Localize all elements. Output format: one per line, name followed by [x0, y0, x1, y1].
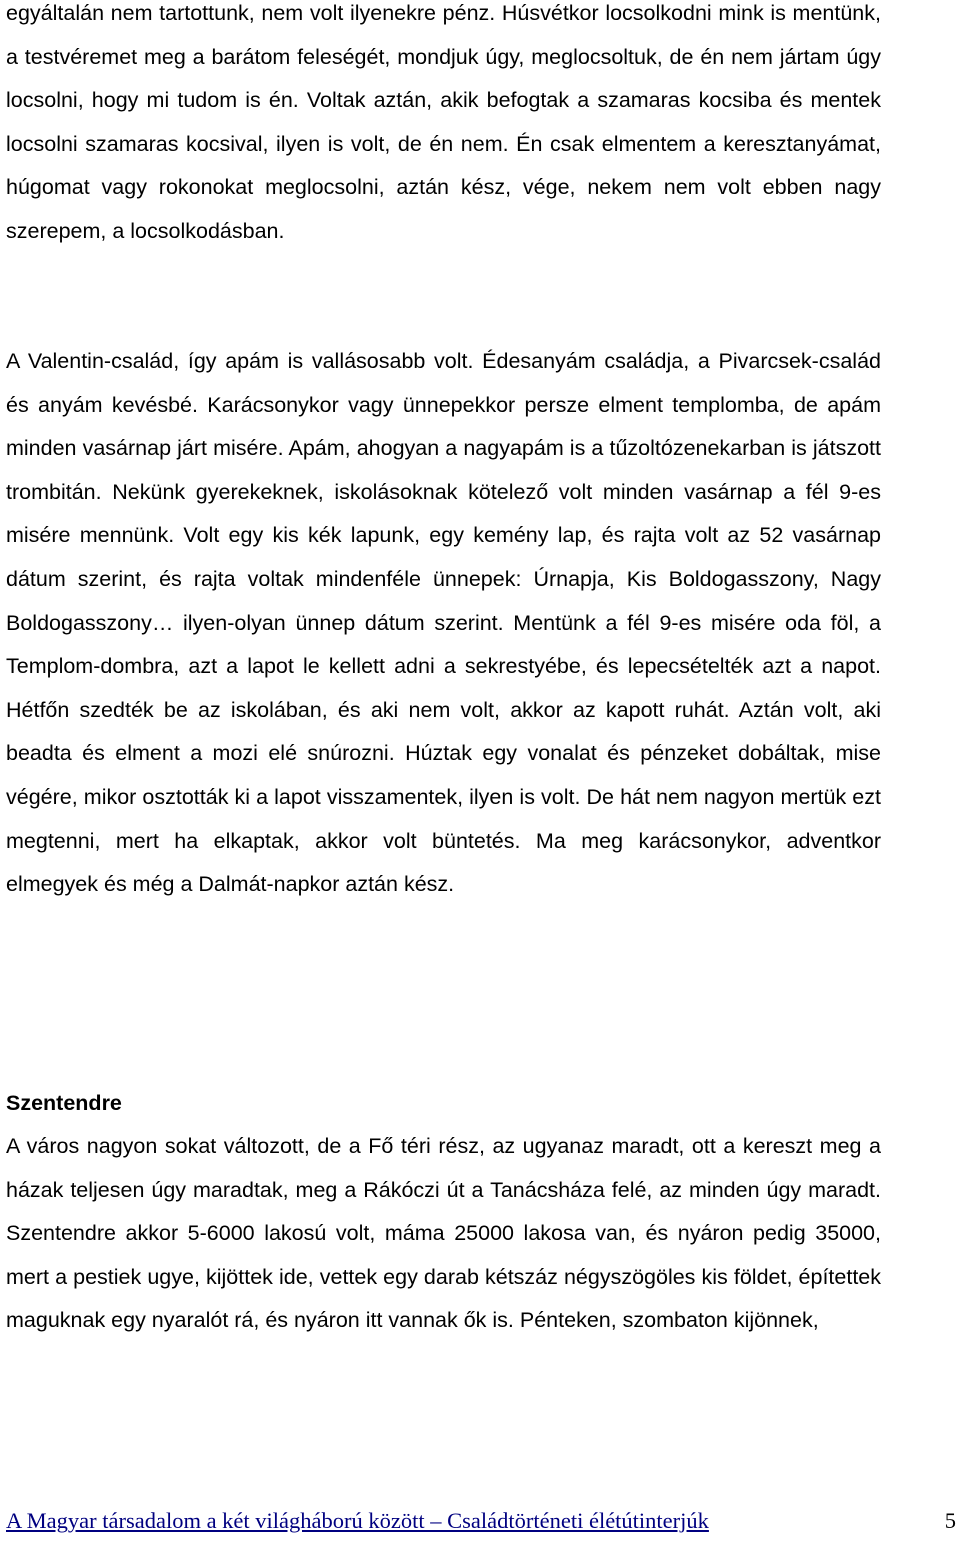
section-heading: Szentendre [6, 1091, 122, 1115]
footer-title-link[interactable]: A Magyar társadalom a két világháború között – Családtörténeti élétútinterjúk [6, 1508, 709, 1533]
body-paragraph: egyáltalán nem tartottunk, nem volt ilyenekre pénz. Húsvétkor locsolkodni mink is mentünk, a testvéremet meg a barátom feleségét, mondjuk úgy, meglocsoltuk, de én nem jártam úgy locsolni, hogy mi tudom is én. Voltak aztán, akik befogtak a szamaras kocsiba és mentek locsolni szamaras kocsival, ilyen is volt, de én nem. Én csak elmentem a keresztanyámat, húgomat vagy rokonokat meglocsolni, aztán kész, vége, nekem nem volt ebben nagy szerepem, a locsolkodásban. [6, 1, 881, 243]
page-number: 5 [944, 1508, 956, 1533]
body-paragraph: A város nagyon sokat változott, de a Fő téri rész, az ugyanaz maradt, ott a kereszt meg a házak teljesen úgy maradtak, meg a Rákóczi út a Tanácsháza felé, az minden úgy maradt. Szentendre akkor 5-6000 lakosú volt, máma 25000 lakosa van, és nyáron pedig 35000, mert a pestiek ugye, kijöttek ide, vettek egy darab kétszáz négyszögöles kis földet, építettek maguknak egy nyaralót rá, és nyáron itt vannak ők is. Pénteken, szombaton kijönnek, [6, 1134, 881, 1333]
page-footer [6, 1508, 960, 1542]
body-paragraph: A Valentin-család, így apám is vallásosabb volt. Édesanyám családja, a Pivarcsek-család és anyám kevésbé. Karácsonykor vagy ünnepekkor persze elment templomba, de apám minden vasárnap járt misére. Apám, ahogyan a nagyapám is a tűzoltózenekarban is játszott trombitán. Nekünk gyerekeknek, iskolásoknak kötelező volt minden vasárnap a fél 9-es misére mennünk. Volt egy kis kék lapunk, egy kemény lap, és rajta volt az 52 vasárnap dátum szerint, és rajta voltak mindenféle ünnepek: Úrnapja, Kis Boldogasszony, Nagy Boldogasszony… ilyen-olyan ünnep dátum szerint. Mentünk a fél 9-es misére oda föl, a Templom-dombra, azt a lapot le kellett adni a sekrestyébe, és lepecsételték azt a napot. Hétfőn szedték be az iskolában, és aki nem volt, akkor az kapott ruhát. Aztán volt, aki beadta és elment a mozi elé snúrozni. Húztak egy vonalat és pénzeket dobáltak, mise végére, mikor osztották ki a lapot visszamentek, ilyen is volt. De hát nem nagyon mertük ezt megtenni, mert ha elkaptak, akkor volt büntetés. Ma meg karácsonykor, adventkor elmegyek és még a Dalmát-napkor aztán kész. [6, 349, 881, 897]
